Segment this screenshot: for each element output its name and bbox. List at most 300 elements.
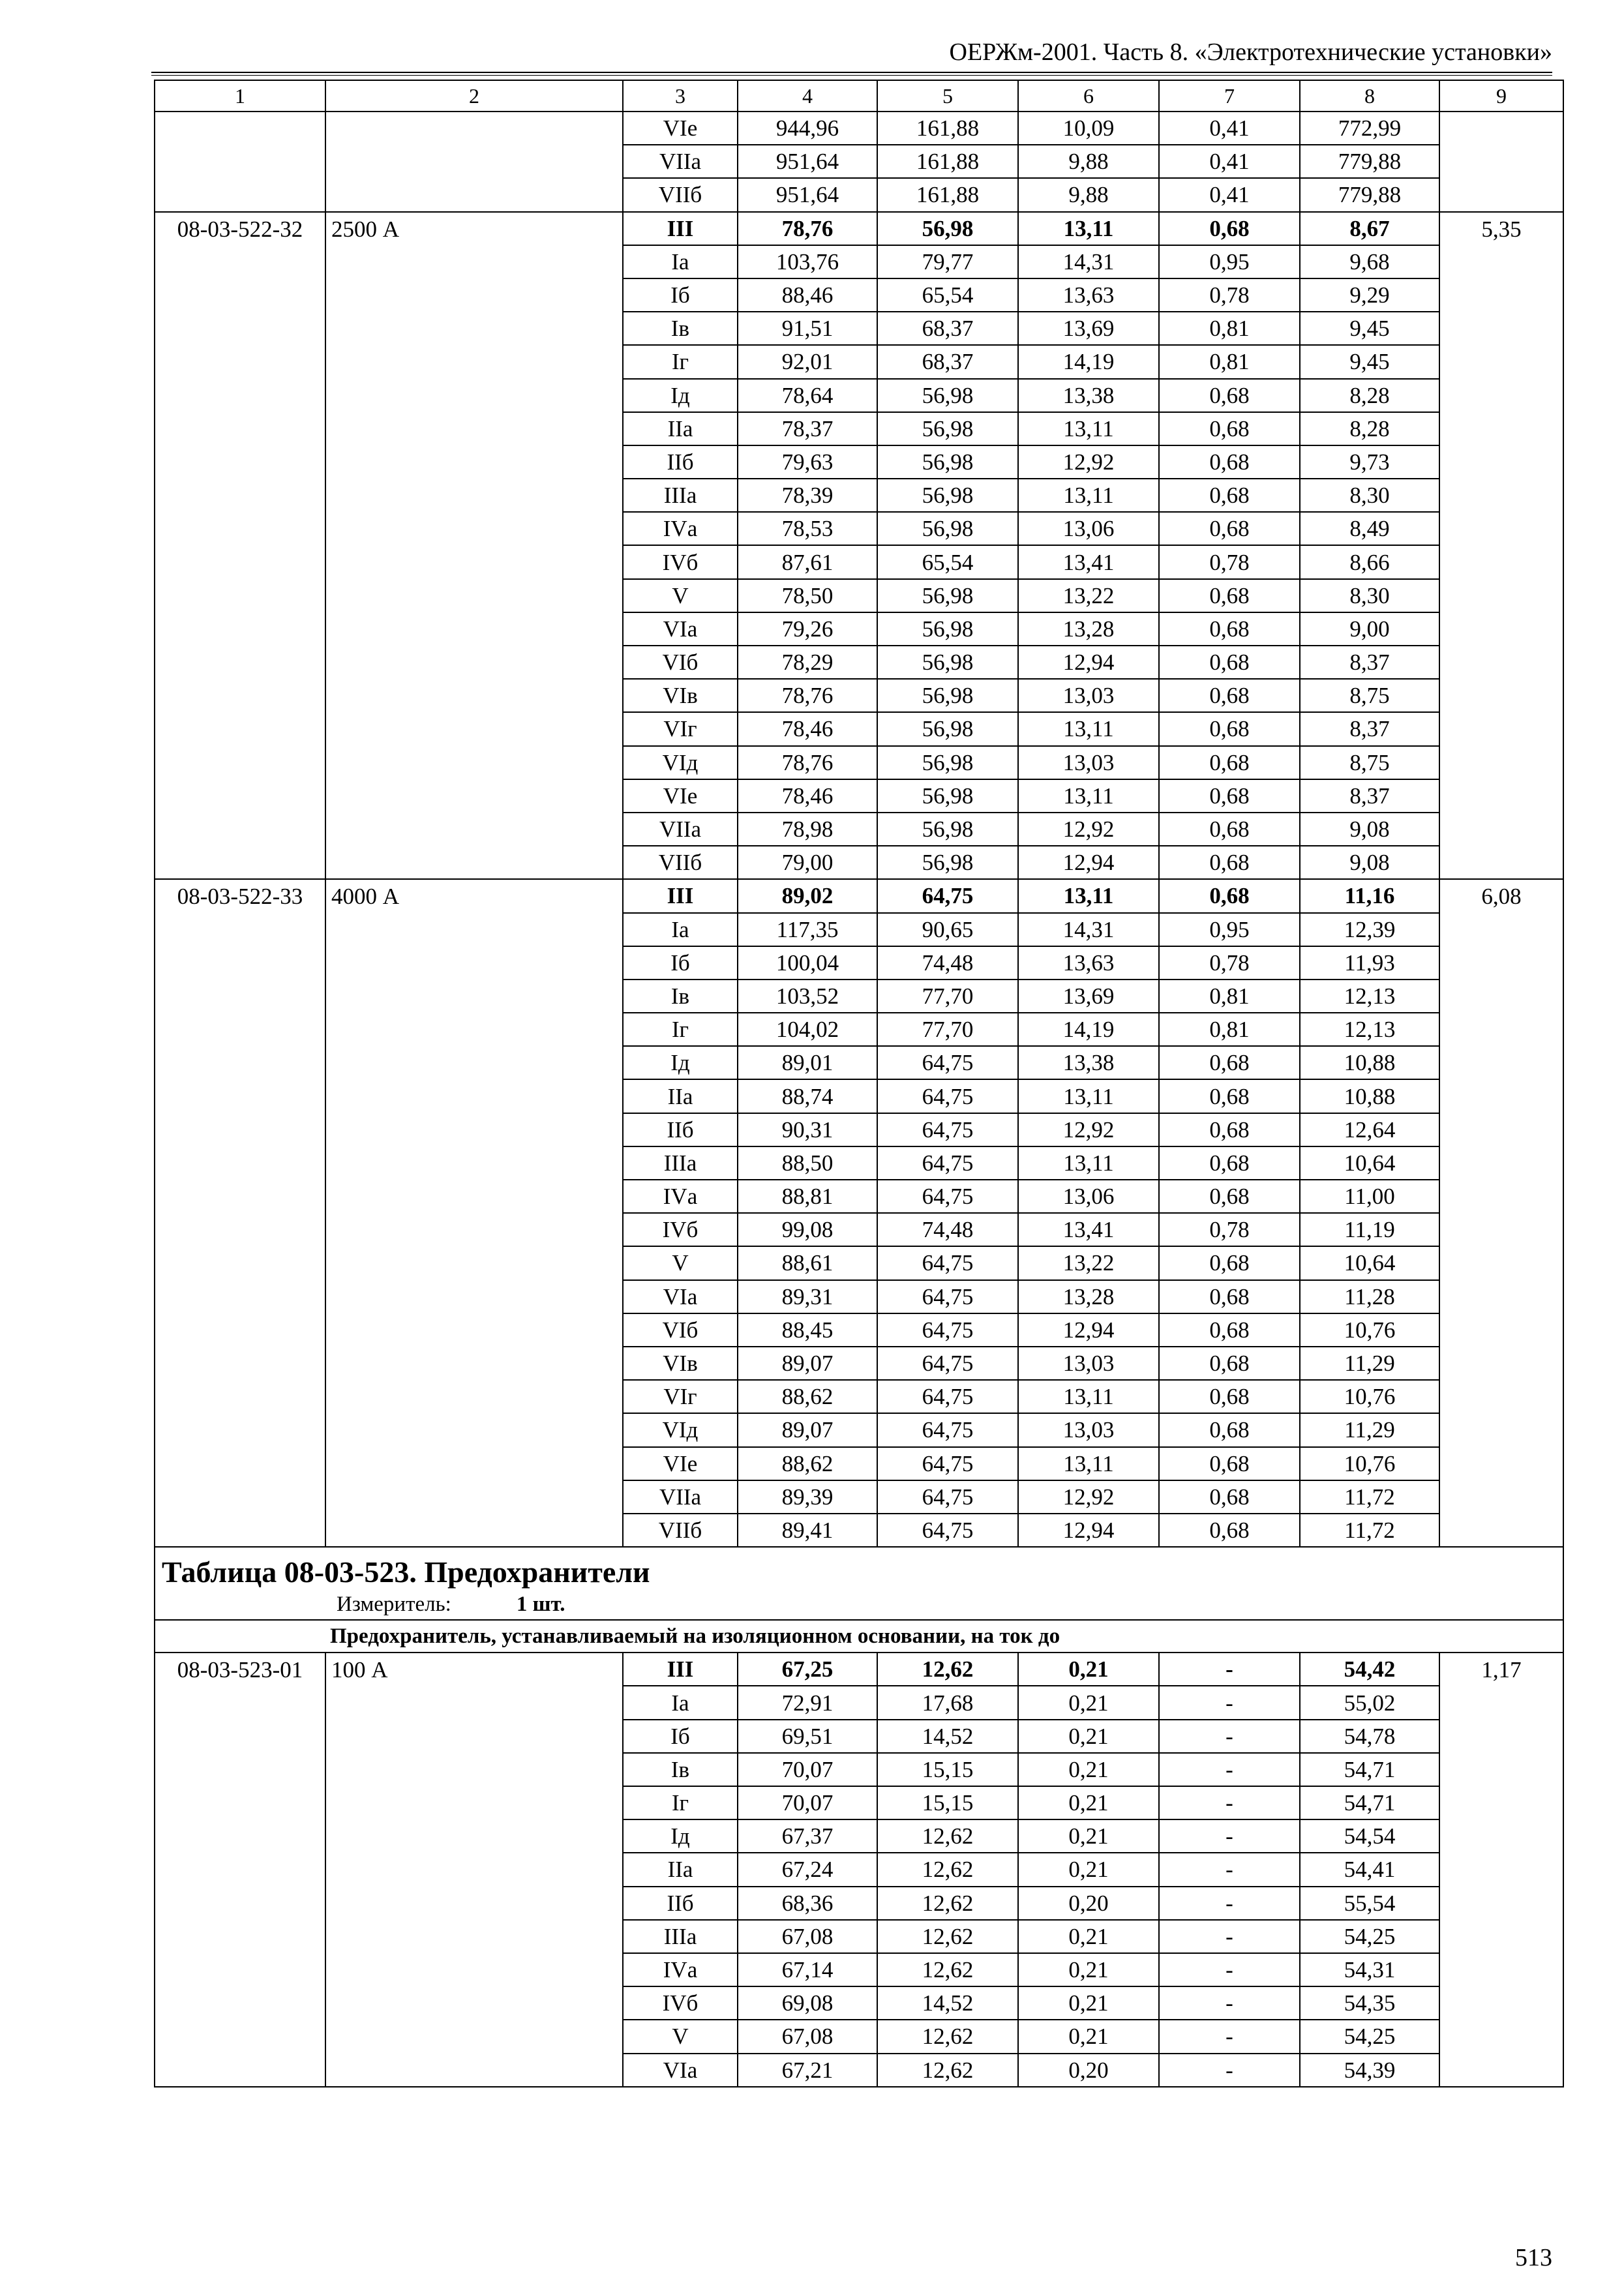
- zone-cell: IIа: [623, 1853, 738, 1886]
- value-cell: 78,50: [738, 579, 877, 612]
- value-cell: 0,21: [1018, 1853, 1159, 1886]
- value-cell: 67,14: [738, 1953, 877, 1986]
- value-cell: 64,75: [877, 1046, 1018, 1079]
- zone-cell: V: [623, 2020, 738, 2053]
- value-cell: 88,50: [738, 1146, 877, 1180]
- value-cell: 11,28: [1300, 1280, 1439, 1313]
- value-cell: 0,68: [1159, 1079, 1300, 1113]
- value-cell: 0,68: [1159, 579, 1300, 612]
- value-cell: 87,61: [738, 545, 877, 578]
- value-cell: 13,22: [1018, 579, 1159, 612]
- value-cell: 0,68: [1159, 1347, 1300, 1380]
- value-cell: 12,94: [1018, 646, 1159, 679]
- zone-cell: IIIа: [623, 1146, 738, 1180]
- value-cell: 0,68: [1159, 846, 1300, 879]
- value-cell: 13,69: [1018, 312, 1159, 345]
- value-cell: 64,75: [877, 1347, 1018, 1380]
- value-cell: 100,04: [738, 946, 877, 980]
- zone-cell: IVб: [623, 1986, 738, 2020]
- value-cell: 54,35: [1300, 1986, 1439, 2020]
- value-cell: 56,98: [877, 746, 1018, 779]
- value-cell: 88,62: [738, 1380, 877, 1413]
- value-cell: 0,21: [1018, 1653, 1159, 1686]
- zone-cell: VIд: [623, 746, 738, 779]
- value-cell: 13,28: [1018, 612, 1159, 646]
- value-cell: 9,68: [1300, 245, 1439, 278]
- value-cell: 13,11: [1018, 779, 1159, 813]
- value-cell: -: [1159, 1819, 1300, 1853]
- value-cell: 0,95: [1159, 913, 1300, 946]
- value-cell: 0,68: [1159, 1380, 1300, 1413]
- value-cell: 78,46: [738, 712, 877, 745]
- value-cell: 0,68: [1159, 1280, 1300, 1313]
- value-cell: 77,70: [877, 1013, 1018, 1046]
- zone-cell: IIб: [623, 445, 738, 479]
- value-cell: 14,52: [877, 1720, 1018, 1753]
- zone-cell: IVа: [623, 1953, 738, 1986]
- value-cell: 13,11: [1018, 879, 1159, 912]
- value-cell: 10,76: [1300, 1447, 1439, 1480]
- value-cell: 72,91: [738, 1686, 877, 1719]
- value-cell: 56,98: [877, 212, 1018, 245]
- value-cell: 54,41: [1300, 1853, 1439, 1886]
- value-cell: -: [1159, 1786, 1300, 1819]
- value-cell: 13,63: [1018, 946, 1159, 980]
- value-cell: 0,68: [1159, 879, 1300, 912]
- value-cell: 0,68: [1159, 1480, 1300, 1514]
- value-cell: 12,62: [877, 1853, 1018, 1886]
- value-cell: 70,07: [738, 1786, 877, 1819]
- value-cell: 99,08: [738, 1213, 877, 1246]
- value-cell: 78,39: [738, 479, 877, 512]
- value-cell: 0,21: [1018, 1720, 1159, 1753]
- value-cell: 10,64: [1300, 1146, 1439, 1180]
- value-cell: 54,25: [1300, 1920, 1439, 1953]
- zone-cell: VIIа: [623, 813, 738, 846]
- value-cell: 78,46: [738, 779, 877, 813]
- value-cell: -: [1159, 1720, 1300, 1753]
- value-cell: 10,88: [1300, 1046, 1439, 1079]
- zone-cell: Iв: [623, 980, 738, 1013]
- column-number: 6: [1018, 80, 1159, 112]
- value-cell: 67,21: [738, 2054, 877, 2087]
- rate-code: 08-03-523-01: [155, 1653, 325, 2086]
- value-cell: 56,98: [877, 612, 1018, 646]
- value-cell: 9,45: [1300, 345, 1439, 378]
- zone-cell: IVб: [623, 545, 738, 578]
- value-cell: 89,39: [738, 1480, 877, 1514]
- zone-cell: Iа: [623, 913, 738, 946]
- value-cell: -: [1159, 1653, 1300, 1686]
- zone-cell: Iв: [623, 1753, 738, 1786]
- value-cell: 0,68: [1159, 1313, 1300, 1347]
- value-cell: 0,41: [1159, 145, 1300, 178]
- value-cell: 54,25: [1300, 2020, 1439, 2053]
- value-cell: 0,68: [1159, 1246, 1300, 1279]
- zone-cell: III: [623, 212, 738, 245]
- zone-cell: Iд: [623, 1819, 738, 1853]
- value-cell: 74,48: [877, 1213, 1018, 1246]
- value-cell: 0,68: [1159, 1180, 1300, 1213]
- value-cell: 12,13: [1300, 980, 1439, 1013]
- value-cell: 11,29: [1300, 1413, 1439, 1446]
- value-cell: 10,76: [1300, 1313, 1439, 1347]
- value-cell: 79,26: [738, 612, 877, 646]
- value-cell: 13,11: [1018, 412, 1159, 445]
- value-cell: 56,98: [877, 379, 1018, 412]
- value-cell: 78,37: [738, 412, 877, 445]
- value-cell: 8,37: [1300, 646, 1439, 679]
- value-cell: 779,88: [1300, 145, 1439, 178]
- value-cell: 65,54: [877, 278, 1018, 312]
- value-cell: 0,81: [1159, 980, 1300, 1013]
- zone-cell: IIIа: [623, 1920, 738, 1953]
- value-cell: 89,07: [738, 1347, 877, 1380]
- value-cell: 9,88: [1018, 145, 1159, 178]
- section-header: [155, 1547, 1563, 1620]
- rate-name: [325, 112, 623, 212]
- value-cell: 13,11: [1018, 479, 1159, 512]
- value-cell: 0,20: [1018, 1887, 1159, 1920]
- value-cell: 0,21: [1018, 2020, 1159, 2053]
- col9-value: [1439, 112, 1563, 212]
- zone-cell: VIд: [623, 1413, 738, 1446]
- value-cell: 64,75: [877, 1413, 1018, 1446]
- value-cell: 0,21: [1018, 1953, 1159, 1986]
- value-cell: 8,75: [1300, 679, 1439, 712]
- value-cell: 54,71: [1300, 1786, 1439, 1819]
- value-cell: 78,64: [738, 379, 877, 412]
- zone-cell: VIб: [623, 1313, 738, 1347]
- value-cell: 64,75: [877, 1246, 1018, 1279]
- zone-cell: Iа: [623, 1686, 738, 1719]
- value-cell: 88,46: [738, 278, 877, 312]
- value-cell: 117,35: [738, 913, 877, 946]
- value-cell: 54,71: [1300, 1753, 1439, 1786]
- column-number: 5: [877, 80, 1018, 112]
- value-cell: 104,02: [738, 1013, 877, 1046]
- value-cell: 54,39: [1300, 2054, 1439, 2087]
- zone-cell: Iг: [623, 1786, 738, 1819]
- value-cell: 54,78: [1300, 1720, 1439, 1753]
- value-cell: 0,68: [1159, 1146, 1300, 1180]
- value-cell: 54,42: [1300, 1653, 1439, 1686]
- value-cell: 0,68: [1159, 646, 1300, 679]
- value-cell: 64,75: [877, 1514, 1018, 1547]
- value-cell: 13,03: [1018, 746, 1159, 779]
- value-cell: 64,75: [877, 1480, 1018, 1514]
- value-cell: 78,98: [738, 813, 877, 846]
- value-cell: 13,11: [1018, 212, 1159, 245]
- value-cell: 0,68: [1159, 1046, 1300, 1079]
- value-cell: 11,19: [1300, 1213, 1439, 1246]
- value-cell: 10,64: [1300, 1246, 1439, 1279]
- value-cell: 11,00: [1300, 1180, 1439, 1213]
- column-number: 8: [1300, 80, 1439, 112]
- value-cell: 8,28: [1300, 412, 1439, 445]
- value-cell: 13,69: [1018, 980, 1159, 1013]
- value-cell: 65,54: [877, 545, 1018, 578]
- value-cell: 0,21: [1018, 1920, 1159, 1953]
- value-cell: 56,98: [877, 412, 1018, 445]
- value-cell: 13,11: [1018, 1079, 1159, 1113]
- value-cell: 12,64: [1300, 1113, 1439, 1146]
- zone-cell: IVа: [623, 512, 738, 545]
- value-cell: 13,11: [1018, 1146, 1159, 1180]
- value-cell: 12,92: [1018, 813, 1159, 846]
- value-cell: 0,21: [1018, 1819, 1159, 1853]
- value-cell: 64,75: [877, 1079, 1018, 1113]
- value-cell: 88,81: [738, 1180, 877, 1213]
- value-cell: 0,68: [1159, 1113, 1300, 1146]
- value-cell: 0,95: [1159, 245, 1300, 278]
- value-cell: 91,51: [738, 312, 877, 345]
- value-cell: 11,72: [1300, 1514, 1439, 1547]
- value-cell: 68,36: [738, 1887, 877, 1920]
- value-cell: 78,76: [738, 212, 877, 245]
- zone-cell: VIе: [623, 1447, 738, 1480]
- value-cell: 8,66: [1300, 545, 1439, 578]
- value-cell: 12,39: [1300, 913, 1439, 946]
- value-cell: 772,99: [1300, 112, 1439, 145]
- zone-cell: III: [623, 1653, 738, 1686]
- value-cell: 10,88: [1300, 1079, 1439, 1113]
- value-cell: 9,08: [1300, 813, 1439, 846]
- value-cell: 0,68: [1159, 479, 1300, 512]
- value-cell: 0,81: [1159, 345, 1300, 378]
- value-cell: 8,30: [1300, 479, 1439, 512]
- value-cell: 12,62: [877, 1953, 1018, 1986]
- zone-cell: VIг: [623, 1380, 738, 1413]
- value-cell: 69,08: [738, 1986, 877, 2020]
- value-cell: 54,31: [1300, 1953, 1439, 1986]
- zone-cell: III: [623, 879, 738, 912]
- value-cell: 0,41: [1159, 112, 1300, 145]
- zone-cell: VIв: [623, 1347, 738, 1380]
- value-cell: -: [1159, 1986, 1300, 2020]
- value-cell: 0,68: [1159, 512, 1300, 545]
- value-cell: 11,29: [1300, 1347, 1439, 1380]
- value-cell: 0,78: [1159, 946, 1300, 980]
- value-cell: 90,31: [738, 1113, 877, 1146]
- value-cell: 0,68: [1159, 813, 1300, 846]
- value-cell: 0,68: [1159, 445, 1300, 479]
- table-title: Таблица 08-03-523. Предохранители: [162, 1555, 650, 1589]
- unit-label: Измеритель:: [337, 1593, 451, 1617]
- value-cell: 67,08: [738, 1920, 877, 1953]
- value-cell: 13,63: [1018, 278, 1159, 312]
- value-cell: 68,37: [877, 312, 1018, 345]
- value-cell: 11,93: [1300, 946, 1439, 980]
- value-cell: 64,75: [877, 1380, 1018, 1413]
- value-cell: 951,64: [738, 178, 877, 211]
- table-row: [155, 879, 1563, 912]
- value-cell: 89,01: [738, 1046, 877, 1079]
- column-number-row: [155, 80, 1563, 112]
- value-cell: 89,07: [738, 1413, 877, 1446]
- value-cell: -: [1159, 1686, 1300, 1719]
- zone-cell: VIIб: [623, 178, 738, 211]
- value-cell: 0,21: [1018, 1986, 1159, 2020]
- value-cell: 13,03: [1018, 679, 1159, 712]
- zone-cell: IIб: [623, 1887, 738, 1920]
- value-cell: 68,37: [877, 345, 1018, 378]
- value-cell: 8,37: [1300, 779, 1439, 813]
- value-cell: 12,94: [1018, 846, 1159, 879]
- rates-table: [154, 80, 1564, 2087]
- value-cell: 12,62: [877, 1819, 1018, 1853]
- value-cell: 0,68: [1159, 212, 1300, 245]
- value-cell: 13,03: [1018, 1347, 1159, 1380]
- value-cell: 0,68: [1159, 412, 1300, 445]
- value-cell: 8,30: [1300, 579, 1439, 612]
- value-cell: 944,96: [738, 112, 877, 145]
- value-cell: 56,98: [877, 779, 1018, 813]
- value-cell: 9,88: [1018, 178, 1159, 211]
- value-cell: 14,31: [1018, 913, 1159, 946]
- value-cell: 12,92: [1018, 445, 1159, 479]
- zone-cell: VIIа: [623, 1480, 738, 1514]
- value-cell: 13,22: [1018, 1246, 1159, 1279]
- value-cell: 13,38: [1018, 379, 1159, 412]
- zone-cell: VIIб: [623, 1514, 738, 1547]
- zone-cell: V: [623, 579, 738, 612]
- value-cell: 67,25: [738, 1653, 877, 1686]
- value-cell: 0,68: [1159, 746, 1300, 779]
- value-cell: 56,98: [877, 579, 1018, 612]
- value-cell: 13,28: [1018, 1280, 1159, 1313]
- value-cell: 13,41: [1018, 545, 1159, 578]
- zone-cell: VIIа: [623, 145, 738, 178]
- rate-code: [155, 112, 325, 212]
- value-cell: 0,68: [1159, 779, 1300, 813]
- value-cell: 77,70: [877, 980, 1018, 1013]
- value-cell: 13,11: [1018, 1447, 1159, 1480]
- value-cell: -: [1159, 1753, 1300, 1786]
- zone-cell: IVа: [623, 1180, 738, 1213]
- zone-cell: VIв: [623, 679, 738, 712]
- value-cell: 12,62: [877, 1920, 1018, 1953]
- value-cell: 12,92: [1018, 1113, 1159, 1146]
- value-cell: 9,08: [1300, 846, 1439, 879]
- value-cell: 103,76: [738, 245, 877, 278]
- zone-cell: Iб: [623, 278, 738, 312]
- header-rule: [151, 72, 1552, 76]
- value-cell: 56,98: [877, 479, 1018, 512]
- value-cell: 56,98: [877, 445, 1018, 479]
- value-cell: 79,77: [877, 245, 1018, 278]
- value-cell: 56,98: [877, 679, 1018, 712]
- value-cell: 0,20: [1018, 2054, 1159, 2087]
- value-cell: 56,98: [877, 846, 1018, 879]
- rate-name: 2500 А: [325, 212, 623, 880]
- value-cell: 10,76: [1300, 1380, 1439, 1413]
- value-cell: 8,37: [1300, 712, 1439, 745]
- value-cell: 90,65: [877, 913, 1018, 946]
- value-cell: 12,94: [1018, 1514, 1159, 1547]
- value-cell: 64,75: [877, 1313, 1018, 1347]
- zone-cell: VIа: [623, 2054, 738, 2087]
- value-cell: 67,08: [738, 2020, 877, 2053]
- value-cell: 14,52: [877, 1986, 1018, 2020]
- group-header-row: [155, 1620, 1563, 1653]
- value-cell: 64,75: [877, 879, 1018, 912]
- value-cell: 8,28: [1300, 379, 1439, 412]
- value-cell: 14,19: [1018, 345, 1159, 378]
- value-cell: 13,41: [1018, 1213, 1159, 1246]
- value-cell: 14,19: [1018, 1013, 1159, 1046]
- col9-value: 1,17: [1439, 1653, 1563, 2086]
- value-cell: 0,81: [1159, 1013, 1300, 1046]
- value-cell: 88,61: [738, 1246, 877, 1279]
- value-cell: 13,06: [1018, 1180, 1159, 1213]
- value-cell: 9,29: [1300, 278, 1439, 312]
- value-cell: 88,45: [738, 1313, 877, 1347]
- value-cell: 9,45: [1300, 312, 1439, 345]
- value-cell: 69,51: [738, 1720, 877, 1753]
- value-cell: 55,02: [1300, 1686, 1439, 1719]
- table-row: [155, 112, 1563, 145]
- value-cell: 10,09: [1018, 112, 1159, 145]
- value-cell: 11,72: [1300, 1480, 1439, 1514]
- page-number: 513: [1515, 2244, 1552, 2271]
- value-cell: 14,31: [1018, 245, 1159, 278]
- table-row: [155, 1653, 1563, 1686]
- value-cell: 12,94: [1018, 1313, 1159, 1347]
- value-cell: 12,13: [1300, 1013, 1439, 1046]
- zone-cell: Iг: [623, 345, 738, 378]
- value-cell: 67,24: [738, 1853, 877, 1886]
- value-cell: 79,00: [738, 846, 877, 879]
- value-cell: -: [1159, 2020, 1300, 2053]
- value-cell: 15,15: [877, 1786, 1018, 1819]
- value-cell: 161,88: [877, 145, 1018, 178]
- value-cell: 9,00: [1300, 612, 1439, 646]
- value-cell: 79,63: [738, 445, 877, 479]
- value-cell: 64,75: [877, 1180, 1018, 1213]
- value-cell: 0,78: [1159, 545, 1300, 578]
- value-cell: 56,98: [877, 646, 1018, 679]
- zone-cell: Iв: [623, 312, 738, 345]
- value-cell: 0,21: [1018, 1753, 1159, 1786]
- value-cell: 0,68: [1159, 679, 1300, 712]
- value-cell: 0,68: [1159, 1514, 1300, 1547]
- value-cell: 0,41: [1159, 178, 1300, 211]
- value-cell: 13,38: [1018, 1046, 1159, 1079]
- value-cell: 64,75: [877, 1113, 1018, 1146]
- value-cell: 13,11: [1018, 712, 1159, 745]
- value-cell: -: [1159, 1853, 1300, 1886]
- unit-line: [162, 1594, 1556, 1615]
- value-cell: 8,67: [1300, 212, 1439, 245]
- rate-name: 100 А: [325, 1653, 623, 2086]
- value-cell: 8,49: [1300, 512, 1439, 545]
- zone-cell: Iб: [623, 946, 738, 980]
- value-cell: 9,73: [1300, 445, 1439, 479]
- value-cell: 0,78: [1159, 278, 1300, 312]
- value-cell: 0,68: [1159, 1447, 1300, 1480]
- value-cell: 12,62: [877, 2054, 1018, 2087]
- value-cell: 54,54: [1300, 1819, 1439, 1853]
- value-cell: 0,68: [1159, 379, 1300, 412]
- col9-value: 6,08: [1439, 879, 1563, 1547]
- value-cell: 15,15: [877, 1753, 1018, 1786]
- value-cell: 0,68: [1159, 1413, 1300, 1446]
- column-number: 3: [623, 80, 738, 112]
- zone-cell: IIа: [623, 412, 738, 445]
- value-cell: 56,98: [877, 813, 1018, 846]
- column-number: 4: [738, 80, 877, 112]
